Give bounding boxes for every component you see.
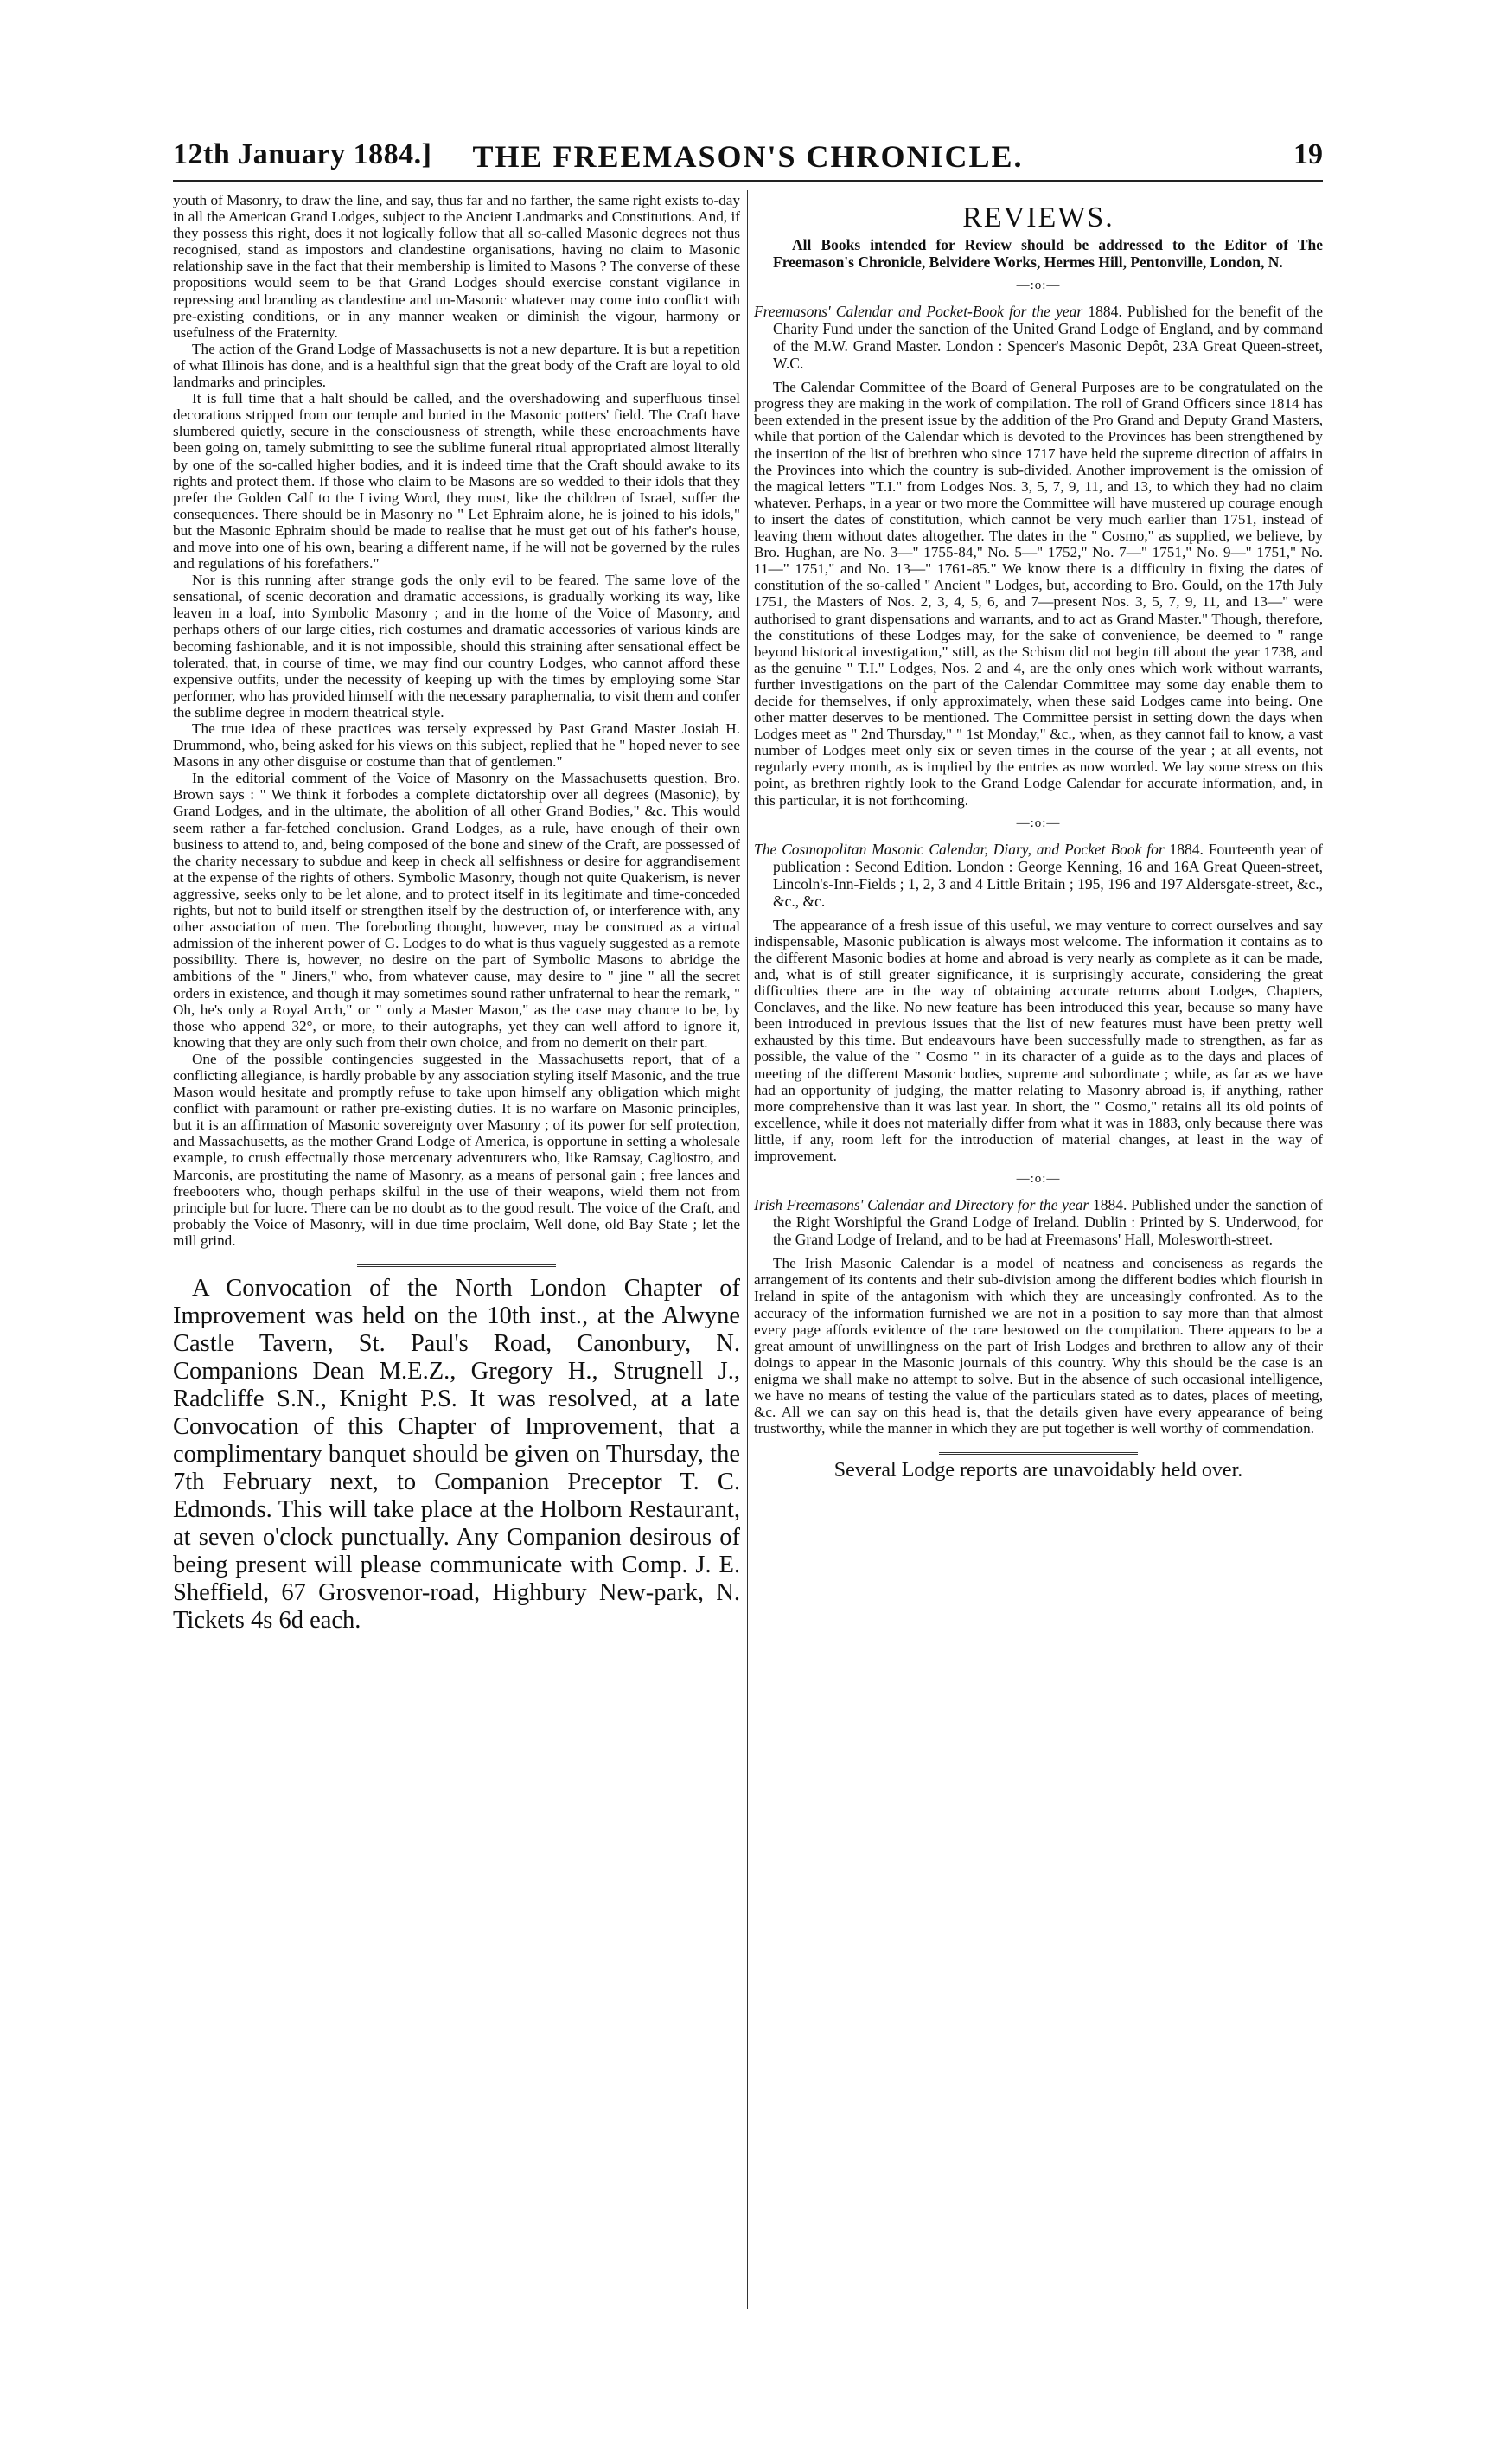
review-entry [754,841,1323,910]
review-body: The Calendar Committee of the Board of General Purposes are to be congratulated on the progress they are making in the work of compilation. The roll of Grand Officers since 1814 has been extended in the present issue by the addition of the Pro Grand and Deputy Grand Masters, while that portion of the Calendar which is devoted to the Provinces has been strengthened by the insertion of the list of brethren who since 1717 have held the supreme direction of affairs in the Provinces into which the country is sub-divided. Another improvement is the omission of the magical letters "T.I." from Lodges Nos. 3, 5, 7, 9, 11, and 13, to which they had no claim whatever. Perhaps, in a year or two more the Committee will have mustered up courage enough to insert the dates of constitution, which cannot be very much earlier than 1751, instead of leaving them without dates altogether. The dates in the " Cosmo," as supplied, we believe, by Bro. Hughan, are No. 3—" 1755-84," No. 5—" 1752," No. 7—" 1751," No. 9—" 1751," No. 11—" 1751," and No. 13—" 1761-85." We know there is a difficulty in fixing the dates of constitution of the so-called " Ancient " Lodges, but, according to Bro. Gould, on the 17th July 1751, the Masters of Nos. 2, 3, 4, 5, 6, and 7—present Nos. 3, 5, 7, 9, 11, and 13—" were authorised to grant dispensations and warrants, and to act as Grand Master." Though, therefore, the constitutions of these Lodges may, for the sake of convenience, be deemed to " range beyond historical investigation," still, as the Schism did not begin till about the year 1738, and as the genuine " T.I." Lodges, Nos. 2 and 4, are the only ones which work without warrants, further investigations on the part of the Calendar Committee may some day enable them to decide for themselves, if only approximately, when these said Lodges came into being. One other matter deserves to be mentioned. The Committee persist in setting down the days when Lodges meet as " 2nd Thursday," " 1st Monday," &c., when, as they cannot fail to know, a vast number of Lodges meet only six or seven times in the course of the year ; at all events, not regularly every month, as is implied by the entries as now worded. We lay some stress on this point, as brethren rightly look to the Grand Lodge Calendar for accurate information, and, in this particular, it is not forthcoming. [754,379,1323,809]
review-details: 1884. Fourteenth year of publication : Second Edition. London : George Kenning, 16 and 16A Great Queen-street, Lincoln's-Inn-Fields ; 1, 2, 3 and 4 Little Britain ; 195, 196 and 197 Aldersgate-street, &c., &c., &c. [773,840,1323,910]
review-body: The Irish Masonic Calendar is a model of neatness and conciseness as regards the arrangement of its contents and their sub-division among the different bodies which flourish in Ireland in spite of the antagonism with which they are unceasingly confronted. As to the accuracy of the information furnished we are not in a position to say more than that almost every page affords evidence of the care bestowed on the compilation. There appears to be a great amount of unwillingness on the part of Irish Lodges and brethren to allow any of their doings to appear in the Masonic journals of this country. Why this should be the case is an enigma we shall make no attempt to solve. But in the absence of such occasional intelligence, we have no means of testing the value of the particulars stated as to dates, places of meeting, &c. All we can say on this head is, that the details given have every appearance of being trustworthy, while the manner in which they are put together is well worthy of commendation. [754,1255,1323,1437]
section-rule [939,1452,1138,1457]
publication-title: THE FREEMASON'S CHRONICLE. [472,139,1024,174]
article-paragraph: It is full time that a halt should be called, and the overshadowing and superfluous tinsel decorations stripped from our temple and buried in the Masonic potters' field. The Craft have slumbered quietly, secure in the consciousness of strength, while these encroachments have been going on, tamely submitting to see the sublime funeral ritual appropriated almost literally by one of the so-called higher bodies, and it is indeed time that the Craft should awake to its rights and protect them. If those who claim to be Masons are so wedded to their idols that they prefer the Golden Calf to the Living Word, they must, like the children of Israel, suffer the consequences. There should be in Masonry no " Let Ephraim alone, he is joined to his idols," but the Masonic Ephraim should be made to realise that he must get out of his father's house, and move into one of his own, bearing a different name, if he will not be governed by the rules and regulations of his forefathers." [173,390,740,573]
separator: —:o:— [1016,278,1061,293]
page-header [173,138,1323,180]
right-column [754,192,1324,1482]
header-rule [173,180,1323,182]
review-entry [754,1196,1323,1248]
review-body: The appearance of a fresh issue of this useful, we may venture to correct ourselves and say indispensable, Masonic publication is always most welcome. The information it contains as to the different Masonic bodies at home and abroad is very nearly as complete as it can be made, and, what is of still greater significance, it is surprisingly accurate, considering the great difficulties there are in the way of obtaining accurate returns about Lodges, Chapters, Conclaves, and the like. No new feature has been introduced this year, because so many have been introduced in previous issues that the list of new features must have been pretty well exhausted by this time. But endeavours have been successfully made to strengthen, as far as possible, the value of the " Cosmo " in its character of a guide as to the days and places of meeting of the different Masonic bodies, supreme and subordinate ; while, as far as we have had an opportunity of judging, the matter relating to Masonry abroad is, if anything, rather more comprehensive than it was last year. In short, the " Cosmo," retains all its old points of excellence, while it does not materially differ from what it was in 1883, only because there was little, if any, room left for the introduction of material changes, at least in the way of improvement. [754,916,1323,1165]
article-paragraph: One of the possible contingencies suggested in the Massachusetts report, that of a conflicting allegiance, is hardly probable by any association styling itself Masonic, and the true Mason would hesitate and promptly refuse to take upon himself any obligation which might conflict with paramount or rather pre-existing duties. It is no warfare on Masonic principles, but it is an affirmation of Masonic sovereignty over Masonry ; of its power for self protection, and Massachusetts, as the mother Grand Lodge of America, is opportune in setting a wholesale example, to crush effectually those mercenary adventurers who, like Ramsay, Cagliostro, and Marconis, are prostituting the name of Masonry, as a means of personal gain ; free lances and freebooters who, though perhaps skilful in the use of their weapons, wield them not from principle but for lucre. There can be no doubt as to the good result. The voice of the Craft, and probably the Voice of Masonry, will in due time proclaim, Well done, old Bay State ; let the mill grind. [173,1050,740,1249]
review-title: The Cosmopolitan Masonic Calendar, Diary, and Pocket Book for [754,840,1165,858]
column-divider [747,190,748,2309]
convocation-announcement: A Convocation of the North London Chapter of Improvement was held on the 10th inst., at the Alwyne Castle Tavern, St. Paul's Road, Canonbury, N. Companions Dean M.E.Z., Gregory H., Strugnell J., Radcliffe S.N., Knight P.S. It was resolved, at a late Convocation of this Chapter of Improvement, that a complimentary banquet should be given on Thursday, the 7th February next, to Companion Preceptor T. C. Edmonds. This will take place at the Holborn Restaurant, at seven o'clock punctually. Any Companion desirous of being present will please communicate with Comp. J. E. Sheffield, 67 Grosvenor-road, Highbury New-park, N. Tickets 4s 6d each. [173,1275,740,1634]
article-paragraph: In the editorial comment of the Voice of Masonry on the Massachusetts question, Bro. Brown says : " We think it forbodes a complete dictatorship over all degrees (Masonic), by Grand Lodges, and in the ultimate, the abolition of all other Grand Bodies," &c. This would seem rather a far-fetched conclusion. Grand Lodges, as a rule, have enough of their own business to attend to, and, being composed of the bone and sinew of the Craft, are possessed of the charity necessary to subdue and keep in check all selfishness or desire for aggrandisement at the expense of the rights of others. Symbolic Masonry, though not quite Quakerism, is never aggressive, seeks only to be let alone, and to protect itself in its legitimate and time-conceded rights, but not to build itself or strengthen itself by the destruction of, or interference with, any other association of men. The foreboding thought, however, may be construed as a virtual admission of the inherent power of G. Lodges to do what is thus vaguely suggested as a remote possibility. There is, however, no desire on the part of Symbolic Masons to abridge the ambitions of the " Jiners," who, from whatever cause, may desire to " jine " all the secret orders in existence, and though it may sometimes sound rather unfraternal to hear the remark, " Oh, he's only a Royal Arch," or " only a Master Mason," as the case may chance to be, by those who append 32°, or more, to their autographs, yet they can well afford to ignore it, knowing that they are only such from their own choice, and from no demerit on their part. [173,770,740,1051]
article-paragraph: The action of the Grand Lodge of Massachusetts is not a new departure. It is but a repetition of what Illinois has done, and is a healthful sign that the great body of the Craft are loyal to old landmarks and principles. [173,340,740,391]
review-title: Freemasons' Calendar and Pocket-Book for the year [754,303,1083,321]
review-details: 1884. Published under the sanction of the Right Worshipful the Grand Lodge of Ireland. Dublin : Printed by S. Underwood, for the Grand Lodge of Ireland, and to be had at Freemasons' Hall, Molesworth-street. [773,1196,1324,1249]
left-column [173,192,740,1635]
review-entry [754,303,1323,372]
review-title: Irish Freemasons' Calendar and Directory for the year [754,1196,1089,1214]
review-notice: All Books intended for Review should be addressed to the Editor of The Freemason's Chronicle, Belvidere Works, Hermes Hill, Pentonville, London, N. [773,236,1323,272]
section-rule [357,1264,556,1270]
issue-date: 12th January 1884.] [173,138,432,170]
separator: —:o:— [1016,1172,1061,1187]
article-paragraph: Nor is this running after strange gods the only evil to be feared. The same love of the sensational, of scenic decoration and dramatic accessions, is gradually working its way, like leaven in a loaf, into Symbolic Masonry ; and in the home of the Voice of Masonry, and perhaps others of our large cities, rich costumes and dramatic accessories of various kinds are becoming fashionable, and it is not impossible, should this straining after sensational effect be tolerated, that, in course of time, we may find our country Lodges, who cannot afford these expensive outfits, under the necessity of keeping up with the times by employing some Star performer, who has provided himself with the necessary paraphernalia, to visit them and confer the sublime degree in modern theatrical style. [173,572,740,720]
reviews-heading: REVIEWS. [962,202,1114,234]
article-paragraph: youth of Masonry, to draw the line, and say, thus far and no farther, the same right exists to-day in all the American Grand Lodges, subject to the Ancient Landmarks and Constitutions. And, if they possess this right, does it not logically follow that all so-called Masonic degrees not thus recognised, stand as impostors and clandestine organisations, having no claim to Masonic relationship save in the fact that their membership is limited to Masons ? The converse of these propositions would seem to be that Grand Lodges should exercise constant vigilance in repressing and branding as clandestine and un-Masonic whatever may come into conflict with pre-existing conditions, or in any manner weaken or diminish the vigour, harmony or usefulness of the Fraternity. [173,192,740,341]
article-paragraph: The true idea of these practices was tersely expressed by Past Grand Master Josiah H. Drummond, who, being asked for his views on this subject, replied that he " hoped never to see Masons in any other disguise or costume than that of gentlemen." [173,720,740,771]
review-details: 1884. Published for the benefit of the Charity Fund under the sanction of the United Grand Lodge of England, and by command of the M.W. Grand Master. London : Spencer's Masonic Depôt, 23A Great Queen-street, W.C. [773,303,1323,373]
page-number: 19 [1293,138,1323,170]
separator: —:o:— [1016,816,1061,830]
closing-note: Several Lodge reports are unavoidably held over. [833,1459,1243,1482]
